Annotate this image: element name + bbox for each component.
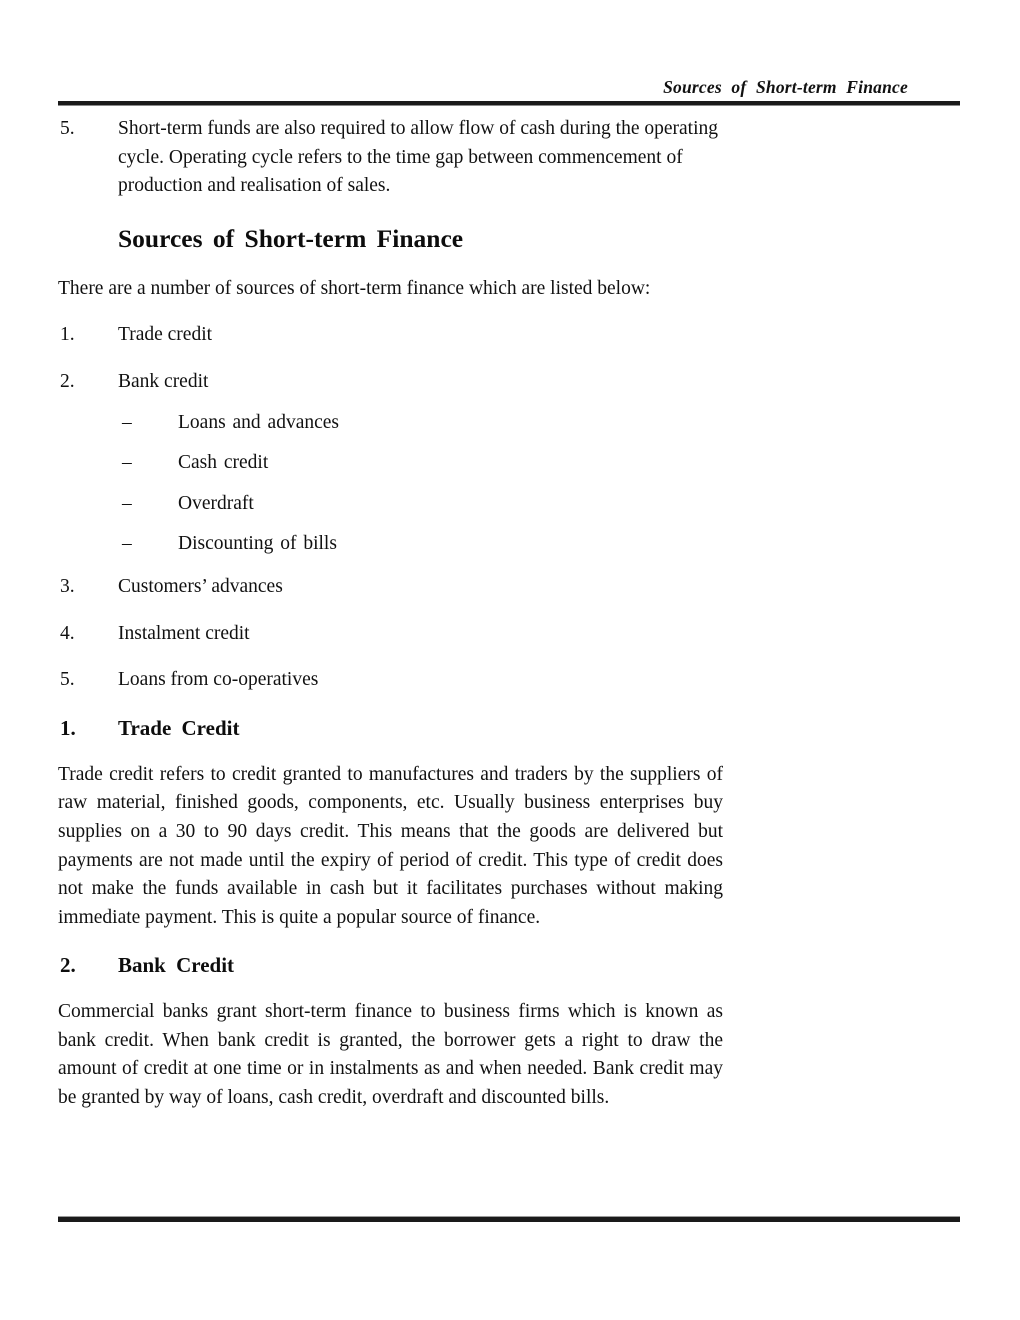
spacer <box>58 437 723 449</box>
subsection-marker: 1. <box>60 715 76 740</box>
sub-list-item-marker: – <box>122 533 132 555</box>
sub-list-item <box>58 409 723 438</box>
list-item-marker: 5. <box>60 118 75 139</box>
section-heading: Sources of Short-term Finance <box>118 223 464 253</box>
header-rule <box>58 101 960 106</box>
spacer <box>58 350 723 368</box>
subsection-heading-bank-credit <box>58 950 723 980</box>
subsection-marker: 2. <box>60 953 76 978</box>
sub-list-item-label: Cash credit <box>178 452 269 474</box>
lead-paragraph: There are a number of sources of short-term finance which are listed below: <box>58 277 651 299</box>
list-item-marker: 4. <box>60 622 75 644</box>
subsection-title: Trade Credit <box>118 715 240 740</box>
list-item-label: Instalment credit <box>118 622 250 644</box>
bank-credit-paragraph: Commercial banks grant short-term finance to business firms which is known as bank credit. When bank credit is granted, the borrower gets a right to draw the amount of credit at one time or in instalments as and when needed. Bank credit may be granted by way of loans, cash credit, overdraft and discounted bills. <box>58 1001 723 1109</box>
list-item-marker: 2. <box>60 370 75 392</box>
subsection-title: Bank Credit <box>118 953 235 978</box>
list-item-label: Customers’ advances <box>118 575 283 597</box>
sub-list-item <box>58 530 723 559</box>
list-item <box>58 368 723 397</box>
spacer <box>58 980 723 998</box>
footer-rule <box>58 1216 960 1222</box>
list-item-label: Bank credit <box>118 370 209 392</box>
list-item-marker: 3. <box>60 575 75 597</box>
spacer <box>58 743 723 761</box>
list-item <box>58 115 723 201</box>
spacer <box>58 648 723 666</box>
spacer <box>58 518 723 530</box>
spacer <box>58 397 723 409</box>
spacer <box>58 201 723 223</box>
list-item <box>58 573 723 602</box>
spacer <box>58 602 723 620</box>
spacer <box>58 559 723 573</box>
sub-list-item-marker: – <box>122 452 132 474</box>
spacer <box>58 932 723 950</box>
list-item <box>58 620 723 649</box>
list-item-label: Trade credit <box>118 324 213 346</box>
list-item <box>58 321 723 350</box>
list-item-label: Loans from co-operatives <box>118 669 319 691</box>
spacer <box>58 478 723 490</box>
sub-list-item-label: Discounting of bills <box>178 533 337 555</box>
sub-list-item-label: Overdraft <box>178 492 254 514</box>
sub-list-item <box>58 490 723 519</box>
list-item-text: Short-term funds are also required to allow flow of cash during the operating cycle. Operating cycle refers to the time gap between commencement of production and realisation of sales. <box>118 118 718 197</box>
list-item <box>58 666 723 695</box>
spacer <box>58 255 723 275</box>
subsection-heading-trade-credit <box>58 713 723 743</box>
running-header: Sources of Short-term Finance <box>663 77 908 97</box>
sub-list-item-marker: – <box>122 492 132 514</box>
sub-list-item-label: Loans and advances <box>178 411 340 433</box>
list-item-marker: 5. <box>60 669 75 691</box>
trade-credit-paragraph: Trade credit refers to credit granted to manufactures and traders by the suppliers of raw material, finished goods, components, etc. Usually business enterprises buy supplies on a 30 to 90 days credit. This means that the goods are delivered but payments are not made until the expiry of period of credit. This type of credit does not make the funds available in cash but it facilitates purchases without making immediate payment. This is quite a popular source of finance. <box>58 763 723 928</box>
spacer <box>58 695 723 713</box>
sub-list-item-marker: – <box>122 411 132 433</box>
spacer <box>58 303 723 321</box>
page-content <box>58 115 723 1113</box>
list-item-marker: 1. <box>60 324 75 346</box>
sub-list-item <box>58 449 723 478</box>
